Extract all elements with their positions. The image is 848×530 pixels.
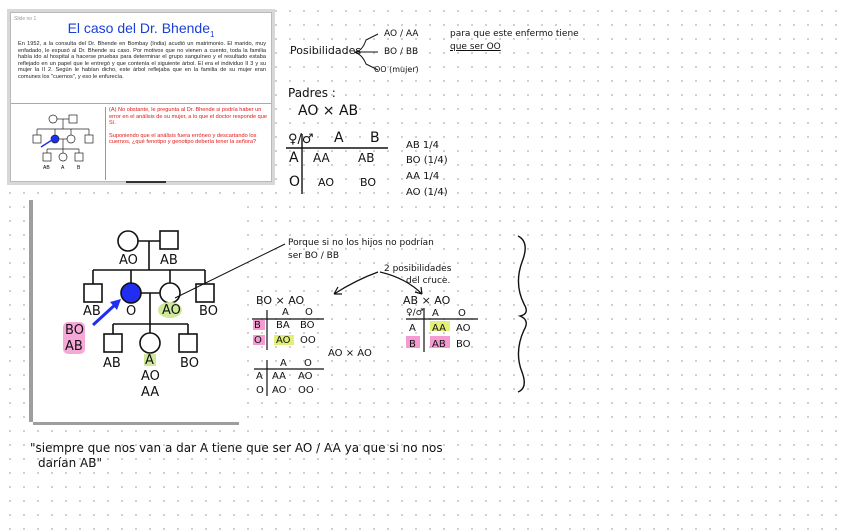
punnett-lower-ao2: AO [272, 385, 287, 396]
slide-underline-mark [126, 181, 166, 183]
punnett-left-row-b: B [254, 320, 261, 331]
punnett-right-corner: ♀/♂ [406, 308, 424, 318]
note-why: para que este enfermo tiene [450, 29, 579, 39]
note-dos-2: del cruce. [406, 276, 451, 286]
label-gen2-b: O [126, 304, 137, 319]
punnett-left-ba: BA [276, 320, 290, 331]
punnett-top-col-b: B [370, 130, 380, 146]
curly-brace [508, 232, 538, 396]
option-oo: OO (mujer) [374, 65, 419, 74]
label-gen3-a: AB [103, 356, 121, 371]
ratio-bo: BO (1/4) [406, 155, 448, 166]
punnett-lower-row-a: A [256, 371, 263, 382]
quote-line-1: "siempre que nos van a dar A tiene que ser AO / AA ya que si no nos [30, 441, 443, 455]
mini-label-a: A [61, 165, 65, 171]
mini-label-b: B [77, 165, 81, 171]
gen3-male-1-symbol [104, 334, 122, 352]
punnett-lower-grid [252, 358, 332, 398]
punnett-left-col-o: O [305, 307, 313, 318]
ratio-ab: AB 1/4 [406, 140, 439, 151]
punnett-right-row-a: A [409, 323, 416, 334]
label-side-2: AB [65, 339, 83, 354]
note-why-2: que ser OO [450, 42, 501, 52]
label-gen3-b2: AO [141, 369, 160, 384]
label-gen3-b: A [145, 353, 154, 368]
note-porque: Porque si no los hijos no podrían [288, 238, 434, 248]
punnett-right-row-b: B [409, 339, 416, 350]
right-cross: AB × AO [403, 294, 451, 307]
punnett-left-oo: OO [300, 335, 316, 346]
quote-line-2: darían AB" [38, 456, 102, 470]
slide-question-box [105, 107, 267, 180]
slide-question-a: (A) No obstante, le pregunta al Dr. Bhende si podría haber un error en el análisis de su mujer, a lo que el doctor responde que Sí. [109, 107, 267, 126]
punnett-lower-row-o: O [256, 385, 264, 396]
punnett-left-row-o: O [254, 335, 262, 346]
punnett-top-row-o: O [289, 174, 301, 190]
slide-title: El caso del Dr. Bhende$_1$ [67, 20, 215, 39]
punnett-top-bo: BO [360, 176, 377, 189]
punnett-lower-aa: AA [272, 371, 286, 382]
label-gen2-c: AO [162, 303, 181, 318]
punnett-left-bo: BO [300, 320, 315, 331]
punnett-top-corner: ♀/♂ [288, 132, 314, 147]
option-bo-bb: BO / BB [384, 47, 419, 57]
label-gen3-b3: AA [141, 385, 160, 400]
punnett-top-row-a: A [289, 150, 299, 166]
label-side-1: BO [65, 323, 84, 338]
label-gen2-d: BO [199, 304, 218, 319]
mini-pedigree [17, 109, 102, 175]
punnett-top-ab: AB [358, 151, 375, 165]
punnett-top-aa: AA [313, 151, 330, 165]
slide-divider [11, 103, 271, 104]
label-gen3-c: BO [180, 356, 199, 371]
punnett-top-grid [284, 146, 394, 196]
label-gen1-right: AB [160, 253, 178, 268]
note-posibilidades: Posibilidades [290, 44, 362, 57]
left-cross: BO × AO [256, 294, 305, 307]
gen3-female-symbol [140, 333, 160, 353]
gen2-affected-female-symbol [121, 283, 141, 303]
option-ao-aa: AO / AA [384, 29, 419, 39]
label-gen2-a: AB [83, 304, 101, 319]
note-dos: 2 posibilidades [384, 264, 452, 274]
label-gen1-left: AO [119, 253, 138, 268]
punnett-top-col-a: A [334, 130, 344, 146]
punnett-right-col-o: O [458, 308, 466, 319]
mini-label-ab: AB [43, 165, 50, 171]
note-padres: Padres : [288, 86, 336, 100]
ratio-ao: AO (1/4) [406, 187, 448, 198]
punnett-right-col-a: A [432, 308, 439, 319]
punnett-lower-col-a: A [280, 358, 287, 369]
punnett-lower-col-o: O [304, 358, 312, 369]
punnett-lower-oo: OO [298, 385, 314, 396]
slide-paragraph: En 1952, a la consulta del Dr. Bhende en Bombay (India) acudió un matrimonio. El marido, muy enfadado, le expusó al Dr. Bhende su caso. Por motivos que no vienen a cuento, toda la familia había ido al hospital a hacerse pruebas para determinar el grupo sanguíneo y el resultado estaba reflejado en un papel que le entregó y que contenía el siguiente árbol. El era el individuo II 3 y su mujer la II 2. Según le habían dicho, este árbol reflejaba que en la familia de su mujer eran comunes los "cuernos", y eso le enfurecía. [18, 41, 266, 80]
slide-corner-mark: Slide no 1 [14, 16, 37, 22]
note-parent-cross: AO × AB [298, 103, 359, 119]
slide-question-b: Suponiendo que el análisis fuera erróneo y descartando los cuernos, ¿qué fenotipo y genotipo debería tener la señora? [109, 132, 257, 145]
ao-x-ao: AO × AO [328, 348, 372, 359]
punnett-right-aa: AA [432, 323, 446, 334]
punnett-top-ao: AO [318, 176, 334, 189]
embedded-slide [10, 12, 272, 182]
punnett-lower-ao: AO [298, 371, 313, 382]
punnett-right-bo: BO [456, 339, 471, 350]
punnett-right-ab: AB [432, 339, 446, 350]
gen1-female-symbol [118, 231, 138, 251]
punnett-left-col-a: A [282, 307, 289, 318]
gen2-male-1-symbol [84, 284, 102, 302]
ratio-aa: AA 1/4 [406, 171, 440, 182]
punnett-right-ao: AO [456, 323, 471, 334]
gen3-male-2-symbol [179, 334, 197, 352]
punnett-left-ao: AO [276, 335, 291, 346]
note-porque-2: ser BO / BB [288, 251, 339, 261]
